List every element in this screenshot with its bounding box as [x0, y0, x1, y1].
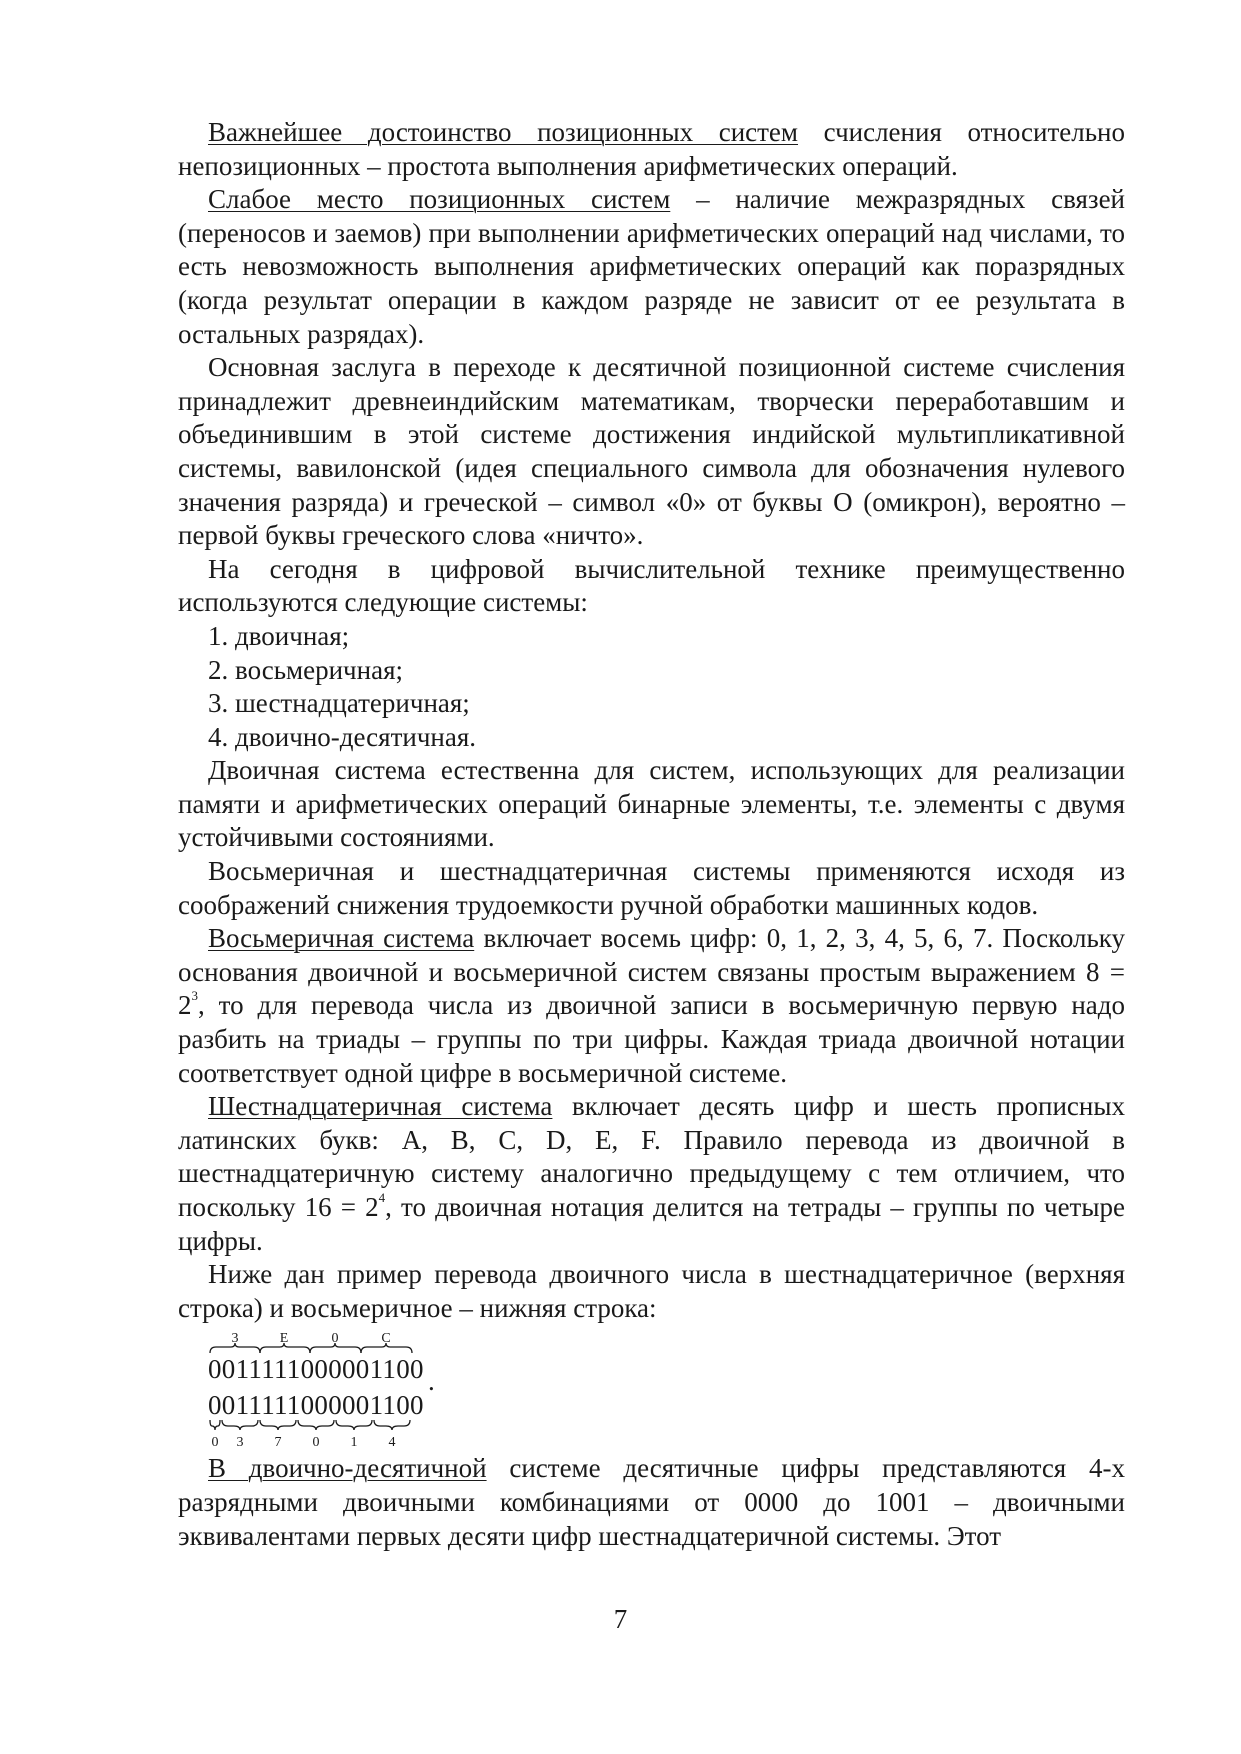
paragraph-systems-intro: На сегодня в цифровой вычислительной технике преимущественно используются следующие системы:: [178, 553, 1125, 618]
formula-16-2-4: $16 = 2^4$: [304, 1190, 386, 1222]
octal-digit-label: 0: [312, 1435, 320, 1451]
paragraph-weakness: Слабое место позиционных систем – наличие межразрядных связей (переносов и заемов) при выполнении арифметических операций над числами, то есть невозможность выполнения арифметических операций как поразрядных (когда результат операции в каждом разряде не зависит от ее результата в остальных разрядах).: [178, 184, 1125, 349]
overbrace-tetrad: [310, 1343, 361, 1353]
underlined-term: Важнейшее достоинство позиционных систем: [208, 117, 799, 147]
octal-digit-label: 1: [350, 1435, 358, 1451]
hex-digit-label: C: [381, 1331, 391, 1347]
example-period: .: [428, 1366, 435, 1397]
underlined-term: Восьмеричная система: [208, 923, 475, 954]
paragraph-octal: Восьмеричная система включает восемь цифр: 0, 1, 2, 3, 4, 5, 6, 7. Поскольку основания двоичной и восьмеричной систем связаны простым выражением $8 = 2^3$, то для перевода числа из двоичной записи в восьмеричную первую надо разбить на триады – группы по три цифры. Каждая триада двоичной нотации соответствует одной цифре в восьмеричной системе.: [178, 923, 1125, 1088]
underlined-term: В двоично-десятичной: [208, 1453, 487, 1484]
page-body: [178, 116, 1125, 1553]
formula-8-2-3: $8 = 2^3$: [178, 956, 1125, 1021]
overbrace-tetrad: [361, 1343, 412, 1353]
octal-digit-label: 7: [274, 1435, 282, 1451]
octal-digit-label: 0: [211, 1435, 219, 1451]
list-item: 2. восьмеричная;: [208, 654, 403, 685]
paragraph-history: Основная заслуга в переходе к десятичной позиционной системе счисления принадлежит древнеиндийским математикам, творчески переработавшим и объединившим в этой системе достижения индийской мультипликативной системы, вавилонской (идея специального символа для обозначения нулевого значения разряда) и греческой – символ «0» от буквы О (омикрон), вероятно – первой буквы греческого слова «ничто».: [178, 352, 1125, 551]
paragraph-binary: Двоичная система естественна для систем, использующих для реализации памяти и арифметических операций бинарные элементы, т.е. элементы с двумя устойчивыми состояниями.: [178, 755, 1125, 853]
paragraph-example-intro: Ниже дан пример перевода двоичного числа в шестнадцатеричное (верхняя строка) и восьмеричное – нижняя строка:: [178, 1259, 1125, 1323]
underbrace-triad: [222, 1420, 258, 1430]
paragraph-advantage: Важнейшее достоинство позиционных систем счисления относительно непозиционных – простота выполнения арифметических операций.: [178, 117, 1125, 181]
underbrace-triad: [260, 1420, 296, 1430]
paragraph-bcd: В двоично-десятичной системе десятичные цифры представляются 4-х разрядными двоичными комбинациями от 0000 до 1001 – двоичными эквивалентами первых десяти цифр шестнадцатеричной системы. Этот: [178, 1453, 1125, 1551]
paragraph-octal-hex: Восьмеричная и шестнадцатеричная системы применяются исходя из соображений снижения трудоемкости ручной обработки машинных кодов.: [178, 856, 1125, 920]
list-item: 3. шестнадцатеричная;: [208, 688, 470, 719]
binary-number-octal-row: 0011111000001100: [208, 1390, 424, 1421]
hex-digit-label: 0: [331, 1331, 339, 1347]
binary-number-hex-row: 0011111000001100: [208, 1354, 424, 1385]
octal-digit-label: 4: [388, 1435, 396, 1451]
conversion-example: [178, 1328, 1125, 1452]
overbrace-tetrad: [210, 1343, 260, 1353]
underbrace-triad: [210, 1420, 220, 1430]
systems-list: [178, 620, 1125, 754]
underlined-term: Шестнадцатеричная система: [208, 1091, 553, 1122]
page-number: 7: [613, 1604, 628, 1634]
underbrace-triad: [374, 1420, 410, 1430]
hex-digit-label: E: [279, 1331, 289, 1347]
list-item: 4. двоично-десятичная.: [208, 721, 476, 752]
underbrace-triad: [298, 1420, 334, 1430]
octal-digit-label: 3: [236, 1435, 244, 1451]
underbrace-triad: [336, 1420, 372, 1430]
list-item: 1. двоичная;: [208, 620, 350, 651]
paragraph-hex: Шестнадцатеричная система включает десять цифр и шесть прописных латинских букв: A, B, C, D, E, F. Правило перевода из двоичной в шестнадцатеричную систему аналогично предыдущему с тем отличием, что поскольку $16 = 2^4$, то двоичная нотация делится на тетрады – группы по четыре цифры.: [178, 1091, 1125, 1256]
underlined-term: Слабое место позиционных систем: [208, 184, 671, 215]
hex-digit-label: 3: [231, 1331, 239, 1347]
